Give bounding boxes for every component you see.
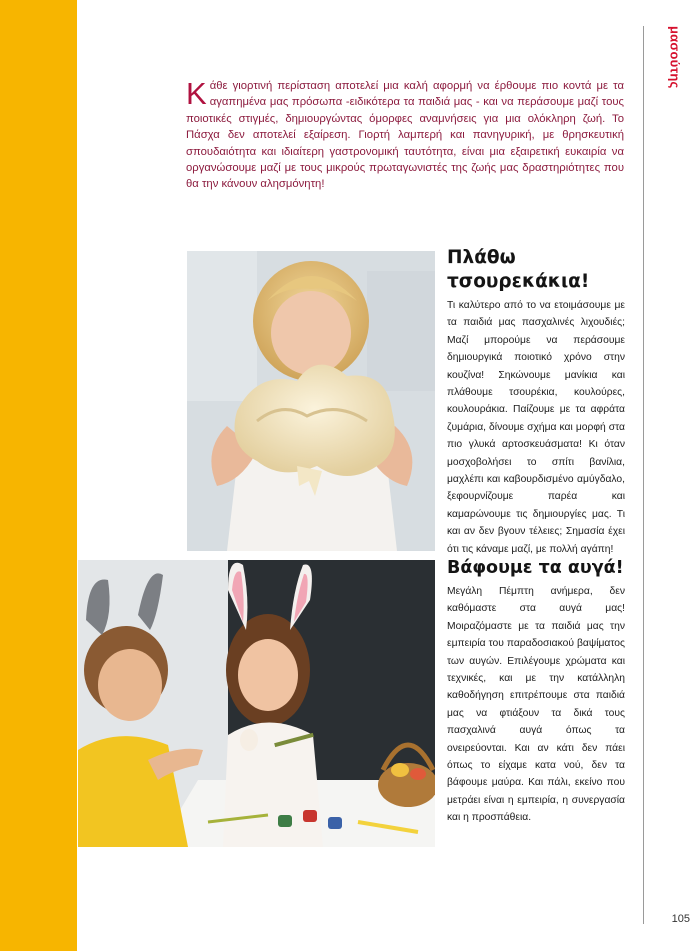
brand-logo xyxy=(660,26,690,126)
yellow-side-band xyxy=(0,0,77,951)
photo-children-painting-eggs-illustration xyxy=(78,560,435,847)
intro-dropcap: Κ xyxy=(186,76,207,111)
brand-logo-text: μασούτης xyxy=(667,26,683,89)
section-title-painting-eggs: Βάφουμε τα αυγά! xyxy=(447,558,624,578)
section-body-painting-eggs: Μεγάλη Πέμπτη ανήμερα, δεν καθόμαστε στα αυγά μας! Μοιραζόμαστε με τα παιδιά μας την εμπειρία του παραδοσιακού βαψίματος των αυγών. Επιλέγουμε χρώματα και τεχνικές, και με την κατάλληλη καθοδήγηση επιτρέπουμε στα παιδιά μας να φτιάξουν τα δικά τους πασχαλινά αυγά όπως τα ονειρεύονται. Και αν κάτι δεν πάει όπως το είχαμε κατα νού, δεν τα βάφουμε μαύρα. Και πάλι, εκείνο που μετράει είναι η εμπειρία, η συνεργασία και η προσπάθεια. xyxy=(447,586,625,824)
photo-child-kneading-dough xyxy=(187,251,435,551)
section-body-kneading: Τι καλύτερο από το να ετοιμάσουμε με τα παιδιά μας πασχαλινές λιχουδιές; Μαζί μπορούμε να περάσουμε δημιουργικά ποιοτικό χρόνο στην κουζίνα! Σηκώνουμε μανίκια και πλάθουμε τσουρέκια, κουλούρες, κουλουράκια. Παίζουμε με τα αφράτα ζυμάρια, δίνουμε σχήμα και μορφή στα πιο γλυκά αρτοσκευάσματα! Κι όταν μοσχοβολήσει το σπίτι βανίλια, μαχλέπι και καβουρδισμένο αμύγδαλο, ξεφουρνίζουμε παρέα και καμαρώνουμε τις δημιουργίες μας. Τι και αν δεν βγουν τέλειες; Σημασία έχει ότι τις κάναμε μαζί, με πολλή αγάπη! xyxy=(447,300,625,555)
photo-children-painting-eggs xyxy=(78,560,435,847)
intro-paragraph xyxy=(186,78,624,193)
photo-child-kneading-dough-illustration xyxy=(187,251,435,551)
section-title-kneading: Πλάθω τσουρεκάκια! xyxy=(447,247,590,292)
vertical-divider xyxy=(643,26,644,924)
page-number: 105 xyxy=(671,913,690,925)
intro-text: άθε γιορτινή περίσταση αποτελεί μια καλή αφορμή να έρθουμε πιο κοντά με τα αγαπημένα μας πρόσωπα -ειδικότερα τα παιδιά μας - και να περάσουμε μαζί τους ποιοτικές στιγμές, δημιουργώντας όμορφες αναμνήσεις για μια ολόκληρη ζωή. Το Πάσχα δεν αποτελεί εξαίρεση. Γιορτή λαμπερή και πανηγυρική, με θρησκευτική σπουδαιότητα και ιδιαίτερη γαστρονομική ταυτότητα, είναι μια εξαιρετική ευκαιρία να οργανώσουμε μαζί με τους μικρούς πρωταγωνιστές της ζωής μας δραστηριότητες που θα την κάνουν αλησμόνητη! xyxy=(186,80,624,191)
